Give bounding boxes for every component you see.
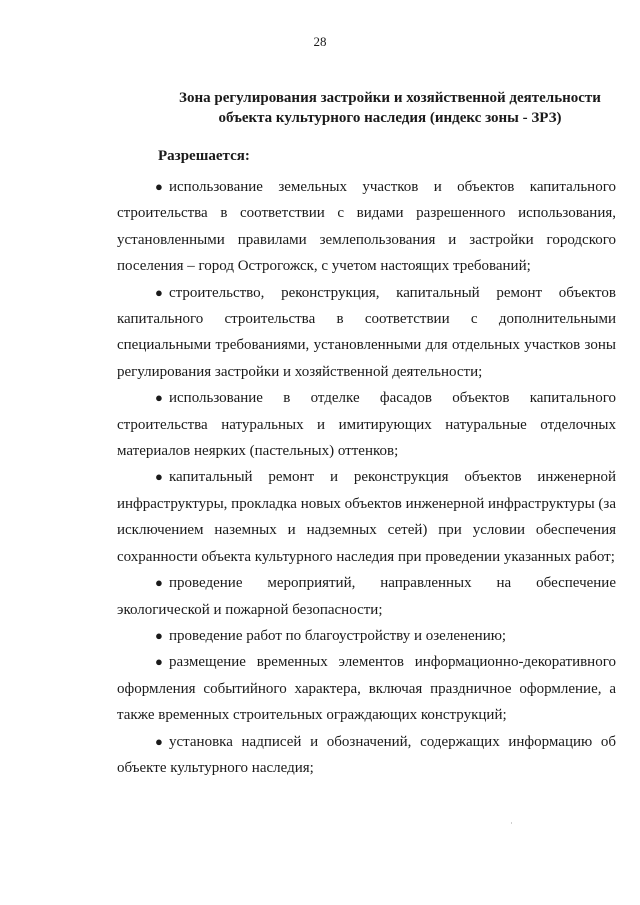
section-title-line-2: объекта культурного наследия (индекс зоны - ЗРЗ) — [218, 110, 562, 126]
bullet-icon: ● — [155, 733, 163, 749]
list-item — [117, 385, 616, 464]
list-item-text: использование в отделке фасадов объектов капитального строительства натуральных и имитирующих натуральные отделочных материалов неярких (пастельных) оттенков; — [117, 390, 616, 460]
bullet-icon: ● — [155, 284, 163, 300]
list-item-text: проведение работ по благоустройству и озеленению; — [169, 627, 507, 644]
list-item — [117, 570, 616, 623]
permitted-heading: Разрешается: — [158, 148, 250, 164]
list-item-text: строительство, реконструкция, капитальный ремонт объектов капитального строительства в соответствии с дополнительными специальными требованиями, установленными для отдельных участков зоны регулирования застройки и хозяйственной деятельности; — [117, 284, 616, 380]
list-item-text: капитальный ремонт и реконструкция объектов инженерной инфраструктуры, прокладка новых объектов инженерной инфраструктуры (за исключением наземных и надземных сетей) при условии обеспечения сохранности объекта культурного наследия при проведении указанных работ; — [117, 469, 616, 565]
list-item-text: проведение мероприятий, направленных на обеспечение экологической и пожарной безопасности; — [117, 575, 616, 618]
page-number: 28 — [313, 34, 327, 49]
scan-artifact — [511, 822, 512, 824]
list-item — [117, 174, 616, 280]
permitted-list — [117, 174, 616, 781]
list-item — [117, 729, 616, 782]
list-item-text: установка надписей и обозначений, содержащих информацию об объекте культурного наследия; — [117, 733, 616, 776]
list-item-text: размещение временных элементов информационно-декоративного оформления событийного характера, включая праздничное оформление, а также временных строительных ограждающих конструкций; — [117, 654, 616, 724]
list-item-text: использование земельных участков и объектов капитального строительства в соответствии с видами разрешенного использования, установленными правилами землепользования и застройки городского поселения – город Острогожск, с учетом настоящих требований; — [117, 179, 616, 275]
bullet-icon: ● — [155, 654, 163, 670]
section-title-line-1: Зона регулирования застройки и хозяйственной деятельности — [179, 90, 601, 106]
list-item — [117, 623, 616, 649]
list-item — [117, 649, 616, 728]
bullet-icon: ● — [155, 575, 163, 591]
list-item — [117, 464, 616, 570]
list-item — [117, 280, 616, 386]
bullet-icon: ● — [155, 469, 163, 485]
bullet-icon: ● — [155, 627, 163, 643]
bullet-icon: ● — [155, 179, 163, 194]
bullet-icon: ● — [155, 390, 163, 406]
section-title — [140, 88, 640, 128]
